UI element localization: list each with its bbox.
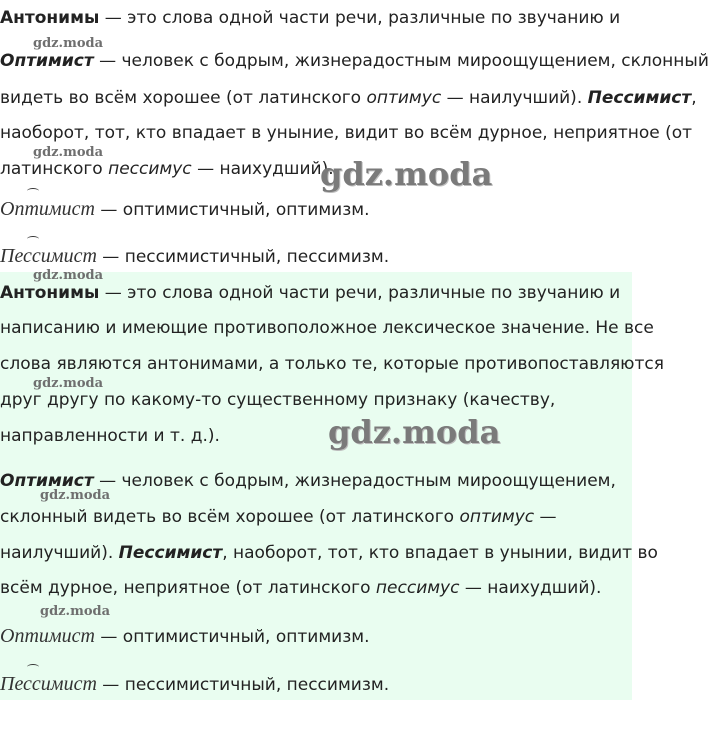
term-optimist: Оптимист <box>0 51 94 71</box>
text: — оптимистичный, оптимизм. <box>94 627 370 647</box>
word-optimist: Оптимист <box>0 198 95 220</box>
syllable-arc <box>27 664 39 670</box>
b1-word1 <box>0 198 369 221</box>
term-pessimist: Пессимист <box>587 88 692 108</box>
text: — наилучший). <box>441 88 588 108</box>
b2-word1 <box>0 625 369 648</box>
watermark-large: gdz.moda <box>320 155 493 193</box>
term: пессимус <box>108 159 192 179</box>
text: — это слова одной части речи, различные по звучанию и <box>99 8 621 28</box>
text: наоборот, тот, кто впадает в уныние, видит во всём дурное, неприятное (от <box>0 123 693 143</box>
text: — человек с бодрым, жизнерадостным мироощущением, склонный <box>93 51 709 71</box>
word-optimist: Оптимист <box>0 625 95 647</box>
watermark-small: gdz.moda <box>33 145 104 160</box>
term: оптимус <box>366 88 442 108</box>
watermark-small: gdz.moda <box>40 488 111 503</box>
b1-line1 <box>0 7 620 29</box>
b2-p2-line4 <box>0 577 601 599</box>
text: наилучший). <box>0 543 119 563</box>
watermark-small: gdz.moda <box>33 268 104 283</box>
word-pessimist: Пессимист <box>0 673 97 695</box>
text: , наоборот, тот, кто впадает в унынии, видит во <box>222 543 658 563</box>
term-antonyms: Антонимы <box>0 8 100 28</box>
text: — <box>534 507 557 527</box>
b1-word2 <box>0 245 389 268</box>
b1-line3 <box>0 87 697 109</box>
b1-line4 <box>0 122 692 144</box>
term-optimist: Оптимист <box>0 471 94 491</box>
term: пессимус <box>375 578 460 598</box>
text: — пессимистичный, пессимизм. <box>96 675 390 695</box>
b2-p1-line1 <box>0 282 620 304</box>
syllable-arc <box>27 236 39 242</box>
text: — человек с бодрым, жизнерадостным мироощущением, <box>93 471 616 491</box>
text: всём дурное, неприятное (от латинского <box>0 578 376 598</box>
b2-p2-line2 <box>0 506 557 528</box>
watermark-small: gdz.moda <box>33 376 104 391</box>
text: — это слова одной части речи, различные по звучанию и <box>99 283 621 303</box>
text: — наихудший). <box>459 578 602 598</box>
b2-p2-line3 <box>0 542 658 564</box>
term: оптимус <box>459 507 535 527</box>
b2-p1-line5: направленности и т. д.). <box>0 426 220 446</box>
b2-p1-line2: написанию и имеющие противоположное лексическое значение. Не все <box>0 318 654 338</box>
text: склонный видеть во всём хорошее (от латинского <box>0 507 460 527</box>
watermark-large: gdz.moda <box>328 413 501 451</box>
syllable-arc <box>27 188 39 194</box>
watermark-small: gdz.moda <box>40 604 111 619</box>
b1-line2 <box>0 50 709 72</box>
word-pessimist: Пессимист <box>0 245 97 267</box>
b1-line5 <box>0 158 334 180</box>
text: — пессимистичный, пессимизм. <box>96 247 390 267</box>
b2-word2 <box>0 673 389 696</box>
b2-p1-line4: друг другу по какому-то существенному признаку (качеству, <box>0 390 556 410</box>
text: — оптимистичный, оптимизм. <box>94 200 370 220</box>
text: латинского <box>0 159 109 179</box>
term-antonyms: Антонимы <box>0 283 100 303</box>
term-pessimist: Пессимист <box>118 543 223 563</box>
text: , <box>691 88 697 108</box>
text: видеть во всём хорошее (от латинского <box>0 88 367 108</box>
b2-p1-line3: слова являются антонимами, а только те, которые противопоставляются <box>0 354 664 374</box>
watermark-small: gdz.moda <box>33 36 104 51</box>
text: — наихудший). <box>191 159 334 179</box>
